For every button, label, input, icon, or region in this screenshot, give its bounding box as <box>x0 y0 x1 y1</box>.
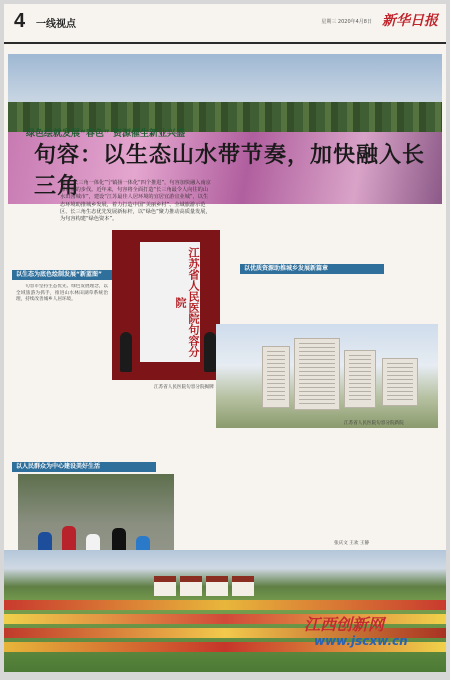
watermark-name: 江西创新网 <box>304 615 385 634</box>
page-number: 4 <box>14 10 26 32</box>
article-subtitle: 绿色绘就发展“春色” 资源催生新业兴盛 <box>26 129 185 139</box>
body-column-1: 句容市坚持生态优先、绿色发展理念，以全域旅游为抓手，推进山水林田湖草系统治理，持续改善城乡人居环境。 <box>16 284 108 303</box>
section-heading-2: 以优质资源助推城乡发展新篇章 <box>240 264 384 274</box>
page-header <box>4 4 446 44</box>
body-column-5 <box>180 470 260 544</box>
section-heading-1: 以生态为底色绘制发展“新蓝图” <box>12 270 156 280</box>
press-photo-caption: 江苏省人民医院句容分院揭牌 <box>154 385 214 390</box>
article-title: 句容：以生态山水带节奏，加快融入长三角 <box>34 143 426 199</box>
building-photo-caption: 江苏省人民医院句容分院新院 <box>344 421 404 426</box>
flower-field-photo <box>4 550 446 672</box>
hospital-banner: 江苏省人民医院句容分院 <box>140 242 200 362</box>
section-heading-3: 以人民群众为中心建设美好生活 <box>12 462 156 472</box>
body-column-7 <box>352 470 438 544</box>
body-column-6 <box>264 470 348 544</box>
byline: 张庆文 王欢 王静 <box>334 541 370 546</box>
section-title: 一线视点 <box>36 19 76 30</box>
newspaper-logo: 新华日报 <box>382 13 438 29</box>
hospital-building-photo <box>216 324 438 428</box>
watermark-url: www.jscxw.cn <box>314 634 408 648</box>
issue-date: 星期三 2020年4月8日 <box>321 19 372 25</box>
newspaper-page <box>4 4 446 672</box>
press-conference-photo <box>112 230 220 380</box>
article-lead: 扬中“长三角一体化”宁镇扬一体化“四个推进”，句容加快融入南京都市圈的步伐。近年来，句容将全面打造“长三角最令人向往的山水田园城市”，建设“江苏最佳人居环境的宜居宜游宜业城”，以生态环境助推城乡发展，着力打造中国“美丽乡村”、全域旅游示范区、长三角生态优先发展新标杆，以“绿色”聚力推动高质量发展，为句容构建“绿色资本”。 <box>60 180 211 223</box>
